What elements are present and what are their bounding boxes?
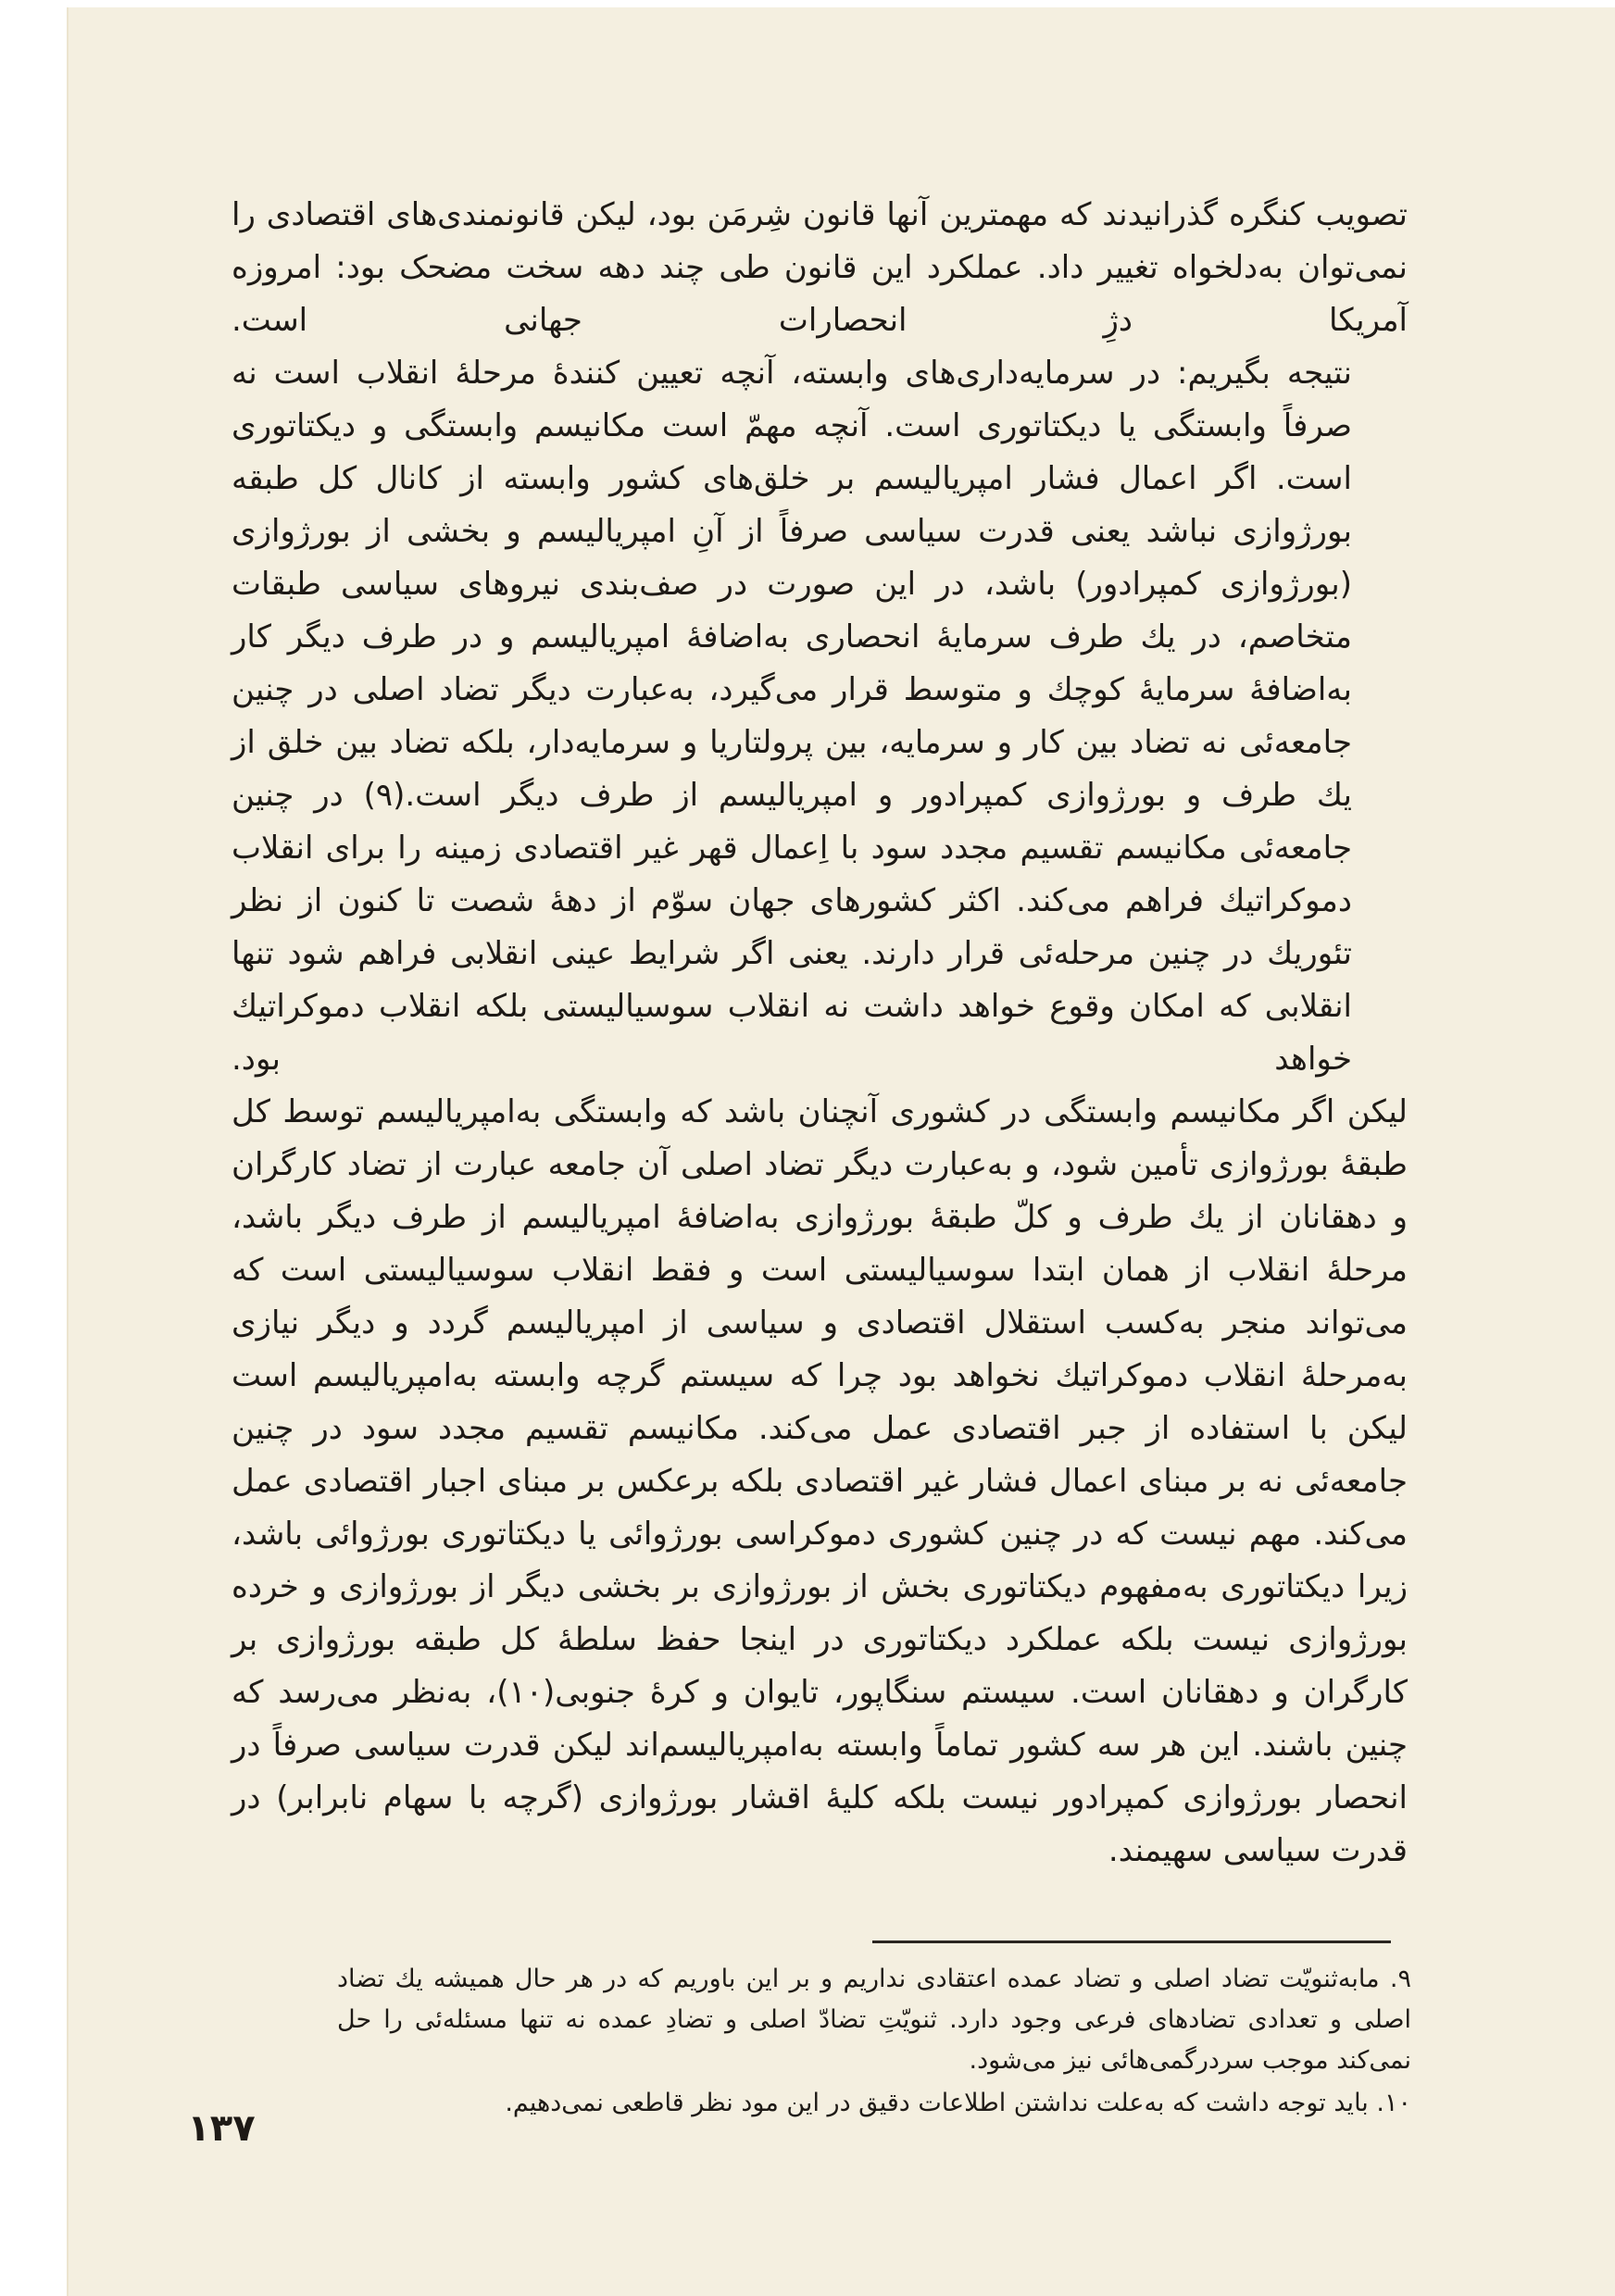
- book-page: [67, 7, 1615, 2296]
- page-number: ۱۳۷: [187, 2107, 256, 2150]
- footnote-divider: [872, 1940, 1391, 1943]
- footnote-10: ۱۰. باید توجه داشت که به‌علت نداشتن اطلاعات دقیق در این مود نظر قاطعی نمی‌دهیم.: [505, 2089, 1411, 2117]
- footnotes: [337, 1959, 1411, 2126]
- paragraph-1: تصویب کنگره گذرانیدند که مهمترین آنها قانون شِرمَن بود، لیکن قانونمندی‌های اقتصادی را نمی‌توان به‌دلخواه تغییر داد. عملکرد این قانون طی چند دهه سخت مضحک بود: امروزه آمریکا دژِ انحصارات جهانی است.: [232, 196, 1408, 339]
- paragraph-2: نتیجه بگیریم: در سرمایه‌داری‌های وابسته، آنچه تعیین کنندهٔ مرحلهٔ انقلاب است نه صرفاً وابستگی یا دیکتاتوری است. آنچه مهمّ است مکانیسم وابستگی و دیکتاتوری است. اگر اعمال فشار امپریالیسم بر خلق‌های کشور وابسته از کانال کل طبقه بورژوازی نباشد یعنی قدرت سیاسی صرفاً از آنِ امپریالیسم و بخشی از بورژوازی (بورژوازی کمپرادور) باشد، در این صورت در صف‌بندی نیروهای سیاسی طبقات متخاصم، در یك طرف سرمایهٔ انحصاری به‌اضافهٔ امپریالیسم و در طرف دیگر کار به‌اضافهٔ سرمایهٔ کوچك و متوسط قرار می‌گیرد، به‌عبارت دیگر تضاد اصلی در چنین جامعه‌ئی نه تضاد بین کار و سرمایه، بین پرولتاریا و سرمایه‌دار، بلکه تضاد بین خلق از یك طرف و بورژوازی کمپرادور و امپریالیسم از طرف دیگر است.(۹) در چنین جامعه‌ئی مکانیسم تقسیم مجدد سود با اِعمال قهر غیر اقتصادی زمینه را برای انقلاب دموکراتیك فراهم می‌کند. اکثر کشورهای جهان سوّم از دههٔ شصت تا کنون از نظر تئوریك در چنین مرحله‌ئی قرار دارند. یعنی اگر شرایط عینی انقلابی فراهم شود تنها انقلابی که امکان وقوع خواهد داشت نه انقلاب سوسیالیستی بلکه انقلاب دموکراتیك خواهد بود.: [232, 355, 1352, 1078]
- footnote-9: ۹. مابه‌ثنویّت تضاد اصلی و تضاد عمده اعتقادی نداریم و بر این باوریم که در هر حال همیشه یك تضاد اصلی و تعدادی تضادهای فرعی وجود دارد. ثنویّتِ تضادّ اصلی و تضادِ عمده نه تنها مسئله‌ئی را حل نمی‌کند موجب سردرگمی‌هائی نیز می‌شود.: [337, 1965, 1411, 2075]
- paragraph-3: لیکن اگر مکانیسم وابستگی در کشوری آنچنان باشد که وابستگی به‌امپریالیسم توسط کل طبقهٔ بورژوازی تأمین شود، و به‌عبارت دیگر تضاد اصلی آن جامعه عبارت از تضاد کارگران و دهقانان از یك طرف و کلّ طبقهٔ بورژوازی به‌اضافهٔ امپریالیسم از طرف دیگر باشد، مرحلهٔ انقلاب از همان ابتدا سوسیالیستی است و فقط انقلاب سوسیالیستی است که می‌تواند منجر به‌کسب استقلال اقتصادی و سیاسی از امپریالیسم گردد و دیگر نیازی به‌مرحلهٔ انقلاب دموکراتیك نخواهد بود چرا که سیستم گرچه وابسته به‌امپریالیسم است لیکن با استفاده از جبر اقتصادی عمل می‌کند. مکانیسم تقسیم مجدد سود در چنین جامعه‌ئی نه بر مبنای اعمال فشار غیر اقتصادی بلکه برعکس بر مبنای اجبار اقتصادی عمل می‌کند. مهم نیست که در چنین کشوری دموکراسی بورژوائی یا دیکتاتوری بورژوائی باشد، زیرا دیکتاتوری به‌مفهوم دیکتاتوری بخش از بورژوازی بر بخشی دیگر از بورژوازی و خرده بورژوازی نیست بلکه عملکرد دیکتاتوری در اینجا حفظ سلطهٔ کل طبقه بورژوازی بر کارگران و دهقانان است. سیستم سنگاپور، تایوان و کرهٔ جنوبی(۱۰)، به‌نظر می‌رسد که چنین باشند. این هر سه کشور تماماً وابسته به‌امپریالیسم‌اند لیکن قدرت سیاسی صرفاً در انحصار بورژوازی کمپرادور نیست بلکه کلیهٔ اقشار بورژوازی (گرچه با سهام نابرابر) در قدرت سیاسی سهیمند.: [232, 1093, 1408, 1869]
- body-text: [232, 189, 1408, 1878]
